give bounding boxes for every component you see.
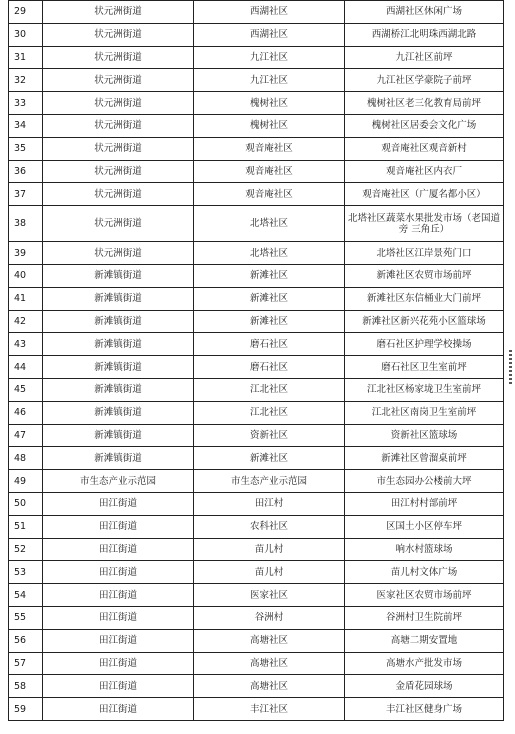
community-cell: 高塘社区 <box>194 629 345 652</box>
row-number-cell: 46 <box>9 401 43 424</box>
table-row <box>9 183 504 206</box>
community-cell: 苗儿村 <box>194 538 345 561</box>
table-row <box>9 264 504 287</box>
community-cell: 磨石社区 <box>194 356 345 379</box>
street-cell: 田江街道 <box>43 584 194 607</box>
location-cell: 九江社区前坪 <box>345 46 504 69</box>
street-cell: 状元洲街道 <box>43 46 194 69</box>
street-cell: 市生态产业示范园 <box>43 470 194 493</box>
row-number-cell: 31 <box>9 46 43 69</box>
table-row <box>9 401 504 424</box>
row-number-cell: 56 <box>9 629 43 652</box>
street-cell: 田江街道 <box>43 606 194 629</box>
location-cell: 新滩社区东信桶业大门前坪 <box>345 287 504 310</box>
community-cell: 市生态产业示范园 <box>194 470 345 493</box>
street-cell: 状元洲街道 <box>43 114 194 137</box>
row-number-cell: 58 <box>9 675 43 698</box>
table-row <box>9 561 504 584</box>
location-cell: 田江村村部前坪 <box>345 492 504 515</box>
community-cell: 高塘社区 <box>194 652 345 675</box>
row-number-cell: 34 <box>9 114 43 137</box>
row-number-cell: 51 <box>9 515 43 538</box>
community-cell: 新滩社区 <box>194 287 345 310</box>
row-number-cell: 57 <box>9 652 43 675</box>
community-cell: 高塘社区 <box>194 675 345 698</box>
community-cell: 谷洲村 <box>194 606 345 629</box>
location-cell: 区国土小区停车坪 <box>345 515 504 538</box>
street-cell: 新滩镇街道 <box>43 356 194 379</box>
community-cell: 新滩社区 <box>194 447 345 470</box>
row-number-cell: 40 <box>9 264 43 287</box>
location-cell: 磨石社区护理学校操场 <box>345 333 504 356</box>
table-row <box>9 287 504 310</box>
location-cell: 九江社区学豪院子前坪 <box>345 69 504 92</box>
row-number-cell: 37 <box>9 183 43 206</box>
checkpoint-table-page <box>8 0 503 721</box>
location-cell: 观音庵社区（广厦名都小区） <box>345 183 504 206</box>
table-row <box>9 356 504 379</box>
community-cell: 磨石社区 <box>194 333 345 356</box>
table-row <box>9 1 504 24</box>
street-cell: 田江街道 <box>43 652 194 675</box>
table-row <box>9 470 504 493</box>
location-cell: 槐树社区居委会文化广场 <box>345 114 504 137</box>
location-cell: 高塘二期安置地 <box>345 629 504 652</box>
row-number-cell: 30 <box>9 23 43 46</box>
row-number-cell: 36 <box>9 160 43 183</box>
row-number-cell: 59 <box>9 698 43 721</box>
row-number-cell: 43 <box>9 333 43 356</box>
location-cell: 新滩社区新兴花苑小区篮球场 <box>345 310 504 333</box>
location-cell: 新滩社区农贸市场前坪 <box>345 264 504 287</box>
row-number-cell: 29 <box>9 1 43 24</box>
table-row <box>9 424 504 447</box>
street-cell: 新滩镇街道 <box>43 447 194 470</box>
location-cell: 资新社区篮球场 <box>345 424 504 447</box>
table-row <box>9 23 504 46</box>
table-body <box>9 1 504 721</box>
community-cell: 苗儿村 <box>194 561 345 584</box>
table-row <box>9 242 504 265</box>
location-cell: 江北社区南岗卫生室前坪 <box>345 401 504 424</box>
table-row <box>9 652 504 675</box>
location-cell: 响水村篮球场 <box>345 538 504 561</box>
row-number-cell: 42 <box>9 310 43 333</box>
community-cell: 新滩社区 <box>194 310 345 333</box>
community-cell: 资新社区 <box>194 424 345 447</box>
location-cell: 江北社区杨家垅卫生室前坪 <box>345 378 504 401</box>
street-cell: 状元洲街道 <box>43 23 194 46</box>
community-cell: 槐树社区 <box>194 114 345 137</box>
table-row <box>9 675 504 698</box>
location-cell: 北塔社区蔬菜水果批发市场（老国道旁 三角丘） <box>345 206 504 242</box>
row-number-cell: 52 <box>9 538 43 561</box>
table-row <box>9 538 504 561</box>
community-cell: 观音庵社区 <box>194 183 345 206</box>
row-number-cell: 48 <box>9 447 43 470</box>
street-cell: 状元洲街道 <box>43 160 194 183</box>
row-number-cell: 41 <box>9 287 43 310</box>
row-number-cell: 44 <box>9 356 43 379</box>
row-number-cell: 33 <box>9 92 43 115</box>
community-cell: 北塔社区 <box>194 206 345 242</box>
row-number-cell: 50 <box>9 492 43 515</box>
street-cell: 田江街道 <box>43 538 194 561</box>
page-edge-marker <box>509 350 512 384</box>
community-cell: 北塔社区 <box>194 242 345 265</box>
location-cell: 新滩社区曾溜桌前坪 <box>345 447 504 470</box>
street-cell: 新滩镇街道 <box>43 401 194 424</box>
table-row <box>9 515 504 538</box>
row-number-cell: 45 <box>9 378 43 401</box>
location-cell: 西湖桥江北明珠西湖北路 <box>345 23 504 46</box>
table-row <box>9 629 504 652</box>
street-cell: 状元洲街道 <box>43 242 194 265</box>
community-cell: 江北社区 <box>194 378 345 401</box>
location-cell: 西湖社区休闲广场 <box>345 1 504 24</box>
community-cell: 新滩社区 <box>194 264 345 287</box>
street-cell: 田江街道 <box>43 515 194 538</box>
street-cell: 田江街道 <box>43 698 194 721</box>
community-cell: 西湖社区 <box>194 23 345 46</box>
location-cell: 金盾花园球场 <box>345 675 504 698</box>
location-cell: 苗儿村文体广场 <box>345 561 504 584</box>
street-cell: 状元洲街道 <box>43 206 194 242</box>
table-row <box>9 333 504 356</box>
table-row <box>9 698 504 721</box>
table-row <box>9 114 504 137</box>
street-cell: 田江街道 <box>43 675 194 698</box>
street-cell: 状元洲街道 <box>43 137 194 160</box>
street-cell: 新滩镇街道 <box>43 424 194 447</box>
community-cell: 九江社区 <box>194 69 345 92</box>
street-cell: 田江街道 <box>43 561 194 584</box>
community-cell: 九江社区 <box>194 46 345 69</box>
row-number-cell: 39 <box>9 242 43 265</box>
row-number-cell: 38 <box>9 206 43 242</box>
location-cell: 谷洲村卫生院前坪 <box>345 606 504 629</box>
location-cell: 市生态园办公楼前大坪 <box>345 470 504 493</box>
table-row <box>9 447 504 470</box>
row-number-cell: 53 <box>9 561 43 584</box>
street-cell: 田江街道 <box>43 629 194 652</box>
street-cell: 新滩镇街道 <box>43 310 194 333</box>
community-cell: 医家社区 <box>194 584 345 607</box>
street-cell: 田江街道 <box>43 492 194 515</box>
location-cell: 观音庵社区内衣厂 <box>345 160 504 183</box>
street-cell: 新滩镇街道 <box>43 264 194 287</box>
table-row <box>9 160 504 183</box>
street-cell: 新滩镇街道 <box>43 333 194 356</box>
location-cell: 槐树社区老三化教育局前坪 <box>345 92 504 115</box>
table-row <box>9 137 504 160</box>
community-cell: 观音庵社区 <box>194 160 345 183</box>
table-row <box>9 46 504 69</box>
community-cell: 丰江社区 <box>194 698 345 721</box>
street-cell: 状元洲街道 <box>43 92 194 115</box>
table-row <box>9 92 504 115</box>
table-row <box>9 584 504 607</box>
row-number-cell: 35 <box>9 137 43 160</box>
street-cell: 新滩镇街道 <box>43 378 194 401</box>
row-number-cell: 55 <box>9 606 43 629</box>
table-row <box>9 378 504 401</box>
table-row <box>9 206 504 242</box>
community-cell: 农科社区 <box>194 515 345 538</box>
location-cell: 丰江社区健身广场 <box>345 698 504 721</box>
community-cell: 槐树社区 <box>194 92 345 115</box>
community-cell: 西湖社区 <box>194 1 345 24</box>
row-number-cell: 47 <box>9 424 43 447</box>
location-cell: 高塘水产批发市场 <box>345 652 504 675</box>
checkpoint-table <box>8 0 504 721</box>
community-cell: 观音庵社区 <box>194 137 345 160</box>
table-row <box>9 310 504 333</box>
street-cell: 新滩镇街道 <box>43 287 194 310</box>
street-cell: 状元洲街道 <box>43 69 194 92</box>
community-cell: 田江村 <box>194 492 345 515</box>
table-row <box>9 69 504 92</box>
row-number-cell: 49 <box>9 470 43 493</box>
row-number-cell: 54 <box>9 584 43 607</box>
location-cell: 医家社区农贸市场前坪 <box>345 584 504 607</box>
table-row <box>9 492 504 515</box>
street-cell: 状元洲街道 <box>43 1 194 24</box>
row-number-cell: 32 <box>9 69 43 92</box>
community-cell: 江北社区 <box>194 401 345 424</box>
location-cell: 磨石社区卫生室前坪 <box>345 356 504 379</box>
location-cell: 观音庵社区观音新村 <box>345 137 504 160</box>
location-cell: 北塔社区江岸景苑门口 <box>345 242 504 265</box>
street-cell: 状元洲街道 <box>43 183 194 206</box>
table-row <box>9 606 504 629</box>
